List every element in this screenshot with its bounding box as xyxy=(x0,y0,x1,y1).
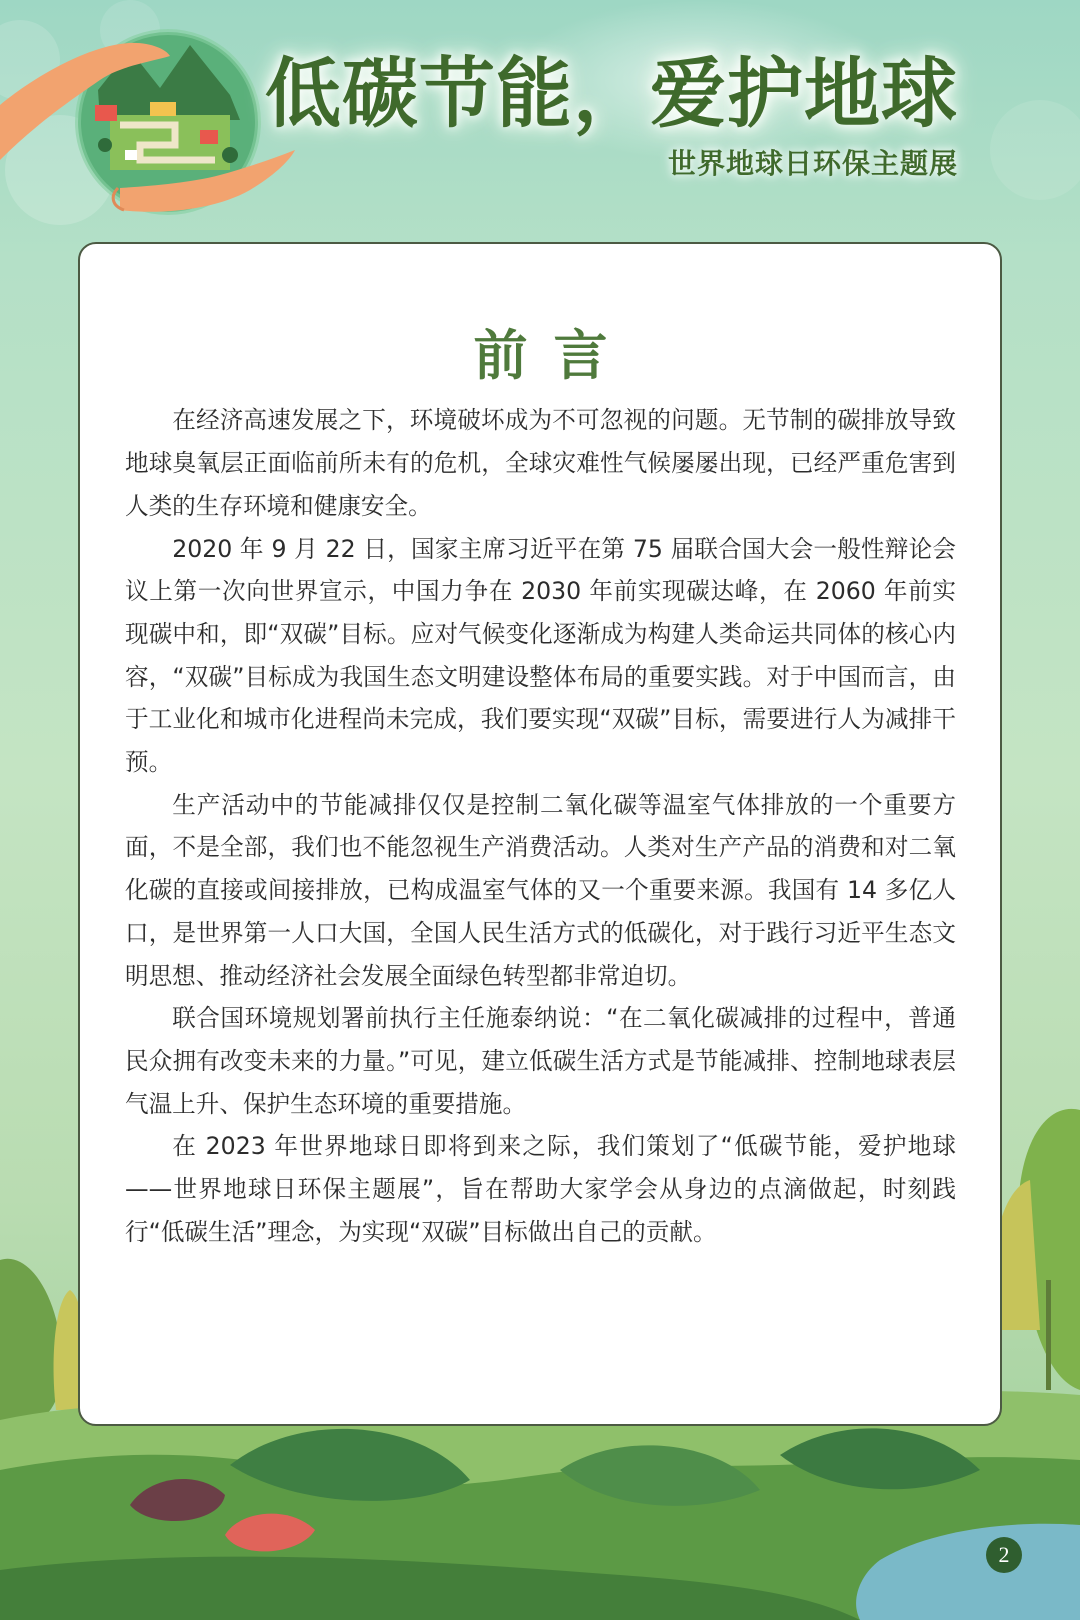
preface-paragraph-5: 在 2023 年世界地球日即将到来之际，我们策划了“低碳节能，爱护地球——世界地球日环保主题展”，旨在帮助大家学会从身边的点滴做起，时刻践行“低碳生活”理念，为实现“双碳”目标做出自己的贡献。 xyxy=(125,1132,956,1246)
subtitle: 世界地球日环保主题展 xyxy=(667,147,958,180)
preface-card xyxy=(78,242,1002,1426)
main-title: 低碳节能，爱护地球 xyxy=(265,49,958,138)
preface-heading: 前言 xyxy=(473,323,634,387)
preface-paragraph-2: 2020 年 9 月 22 日，国家主席习近平在第 75 届联合国大会一般性辩论会议上第一次向世界宣示，中国力争在 2030 年前实现碳达峰，在 2060 年前实现碳中和，即“双碳”目标。应对气候变化逐渐成为构建人类命运共同体的核心内容，“双碳”目标成为我国生态文明建设整体布局的重要实践。对于中国而言，由于工业化和城市化进程尚未完成，我们要实现“双碳”目标，需要进行人为减排干预。 xyxy=(125,534,956,777)
preface-paragraph-1: 在经济高速发展之下，环境破坏成为不可忽视的问题。无节制的碳排放导致地球臭氧层正面临前所未有的危机，全球灾难性气候屡屡出现，已经严重危害到人类的生存环境和健康安全。 xyxy=(125,406,956,520)
preface-paragraph-3: 生产活动中的节能减排仅仅是控制二氧化碳等温室气体排放的一个重要方面，不是全部，我们也不能忽视生产消费活动。人类对生产产品的消费和对二氧化碳的直接或间接排放，已构成温室气体的又一个重要来源。我国有 14 多亿人口，是世界第一人口大国，全国人民生活方式的低碳化，对于践行习近平生态文明思想、推动经济社会发展全面绿色转型都非常迫切。 xyxy=(125,790,956,990)
preface-paragraph-4: 联合国环境规划署前执行主任施泰纳说：“在二氧化碳减排的过程中，普通民众拥有改变未来的力量。”可见，建立低碳生活方式是节能减排、控制地球表层气温上升、保护生态环境的重要措施。 xyxy=(125,1004,956,1118)
page-number-badge: 2 xyxy=(986,1537,1022,1573)
